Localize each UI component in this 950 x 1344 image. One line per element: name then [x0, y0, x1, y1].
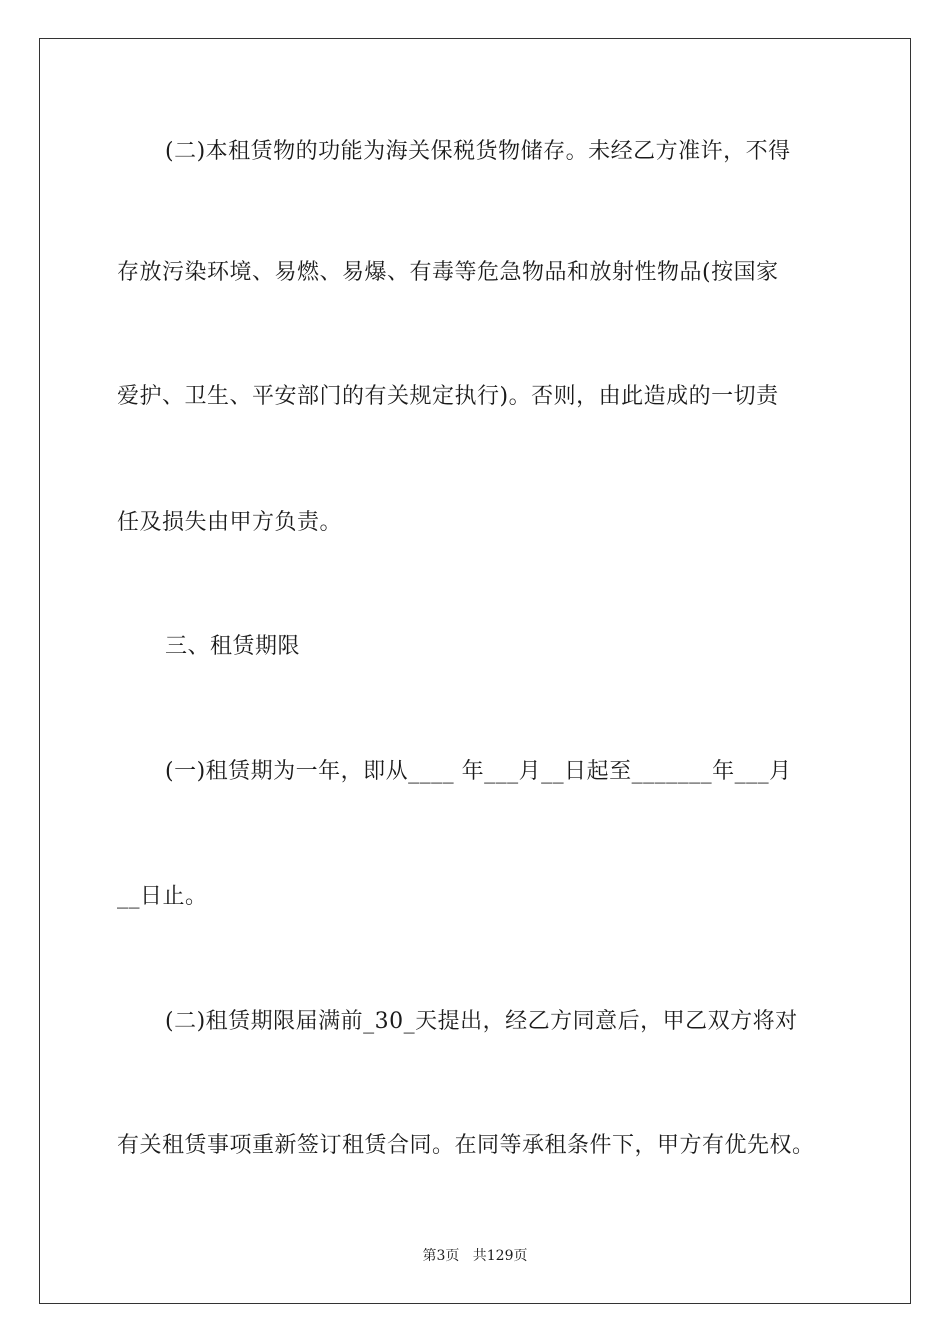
paragraph-line-1: (二)本租赁物的功能为海关保税货物储存。未经乙方准许，不得	[165, 139, 791, 164]
section-heading: 三、租赁期限	[165, 634, 301, 659]
paragraph-line-6: (一)租赁期为一年，即从____ 年___月__日起至_______年___月	[165, 759, 792, 784]
paragraph-line-2: 存放污染环境、易燃、易爆、有毒等危急物品和放射性物品(按国家	[117, 260, 779, 285]
paragraph-line-9: 有关租赁事项重新签订租赁合同。在同等承租条件下，甲方有优先权。	[117, 1133, 815, 1158]
paragraph-line-8: (二)租赁期限届满前_30_天提出，经乙方同意后，甲乙双方将对	[165, 1009, 798, 1034]
paragraph-line-3: 爱护、卫生、平安部门的有关规定执行)。否则，由此造成的一切责	[117, 384, 779, 409]
paragraph-line-7: __日止。	[117, 884, 208, 909]
paragraph-line-4: 任及损失由甲方负责。	[117, 510, 343, 535]
page-border	[39, 38, 911, 1304]
page-footer: 第3页 共129页	[422, 1248, 528, 1264]
